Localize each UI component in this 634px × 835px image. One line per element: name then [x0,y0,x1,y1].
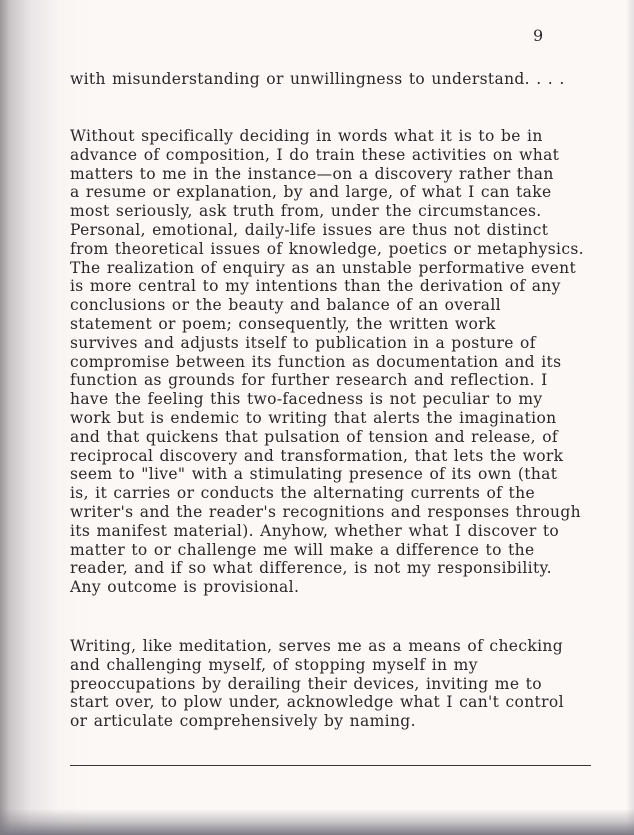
text-line: function as grounds for further research and reflection. I [70,371,548,390]
text-line: is, it carries or conducts the alternating currents of the [70,484,535,503]
text-line: reciprocal discovery and transformation, that lets the work [70,446,564,465]
text-line: and that quickens that pulsation of tension and release, of [70,427,559,446]
text-line: Without specifically deciding in words what it is to be in [70,127,543,145]
text-line: statement or poem; consequently, the written work [70,314,496,333]
text-line: and challenging myself, of stopping myself in my [70,655,478,674]
text-line: with misunderstanding or unwillingness to understand. . . . [70,70,565,88]
text-line: preoccupations by derailing their devices, inviting me to [70,674,542,693]
paragraph-enquiry [70,127,585,597]
text-line: or articulate comprehensively by naming. [70,712,416,731]
text-line: is more central to my intentions than the derivation of any [70,277,561,296]
text-line: matters to me in the instance—on a discovery rather than [70,164,554,183]
text-line: matter to or challenge me will make a difference to the [70,540,535,559]
text-line: Writing, like meditation, serves me as a means of checking [70,637,564,655]
page-bottom-shadow [0,809,634,835]
text-line: conclusions or the beauty and balance of an overall [70,296,501,315]
text-line: from theoretical issues of knowledge, poetics or metaphysics. [70,239,584,258]
text-line: seem to "live" with a stimulating presence of its own (that [70,465,558,484]
text-line: work but is endemic to writing that alerts the imagination [70,408,557,427]
page-edge-shadow [626,0,634,835]
text-line: writer's and the reader's recognitions and responses through [70,502,581,521]
text-line: a resume or explanation, by and large, of what I can take [70,183,552,202]
text-line: reader, and if so what difference, is not my responsibility. [70,559,552,578]
text-line: start over, to plow under, acknowledge what I can't control [70,693,564,712]
opening-text [70,70,585,89]
text-line: advance of composition, I do train these activities on what [70,145,560,164]
text-line: have the feeling this two-facedness is not peculiar to my [70,390,543,409]
footer-rule [70,765,591,766]
text-line: most seriously, ask truth from, under the circumstances. [70,202,542,221]
text-line: Any outcome is provisional. [70,578,300,597]
text-line: Personal, emotional, daily-life issues are thus not distinct [70,220,549,239]
text-line: its manifest material). Anyhow, whether what I discover to [70,521,560,540]
paragraph-meditation [70,637,585,731]
page-number: 9 [533,26,544,45]
text-line: The realization of enquiry as an unstable performative event [70,258,577,277]
text-line: compromise between its function as documentation and its [70,352,562,371]
text-line: survives and adjusts itself to publication in a posture of [70,333,536,352]
